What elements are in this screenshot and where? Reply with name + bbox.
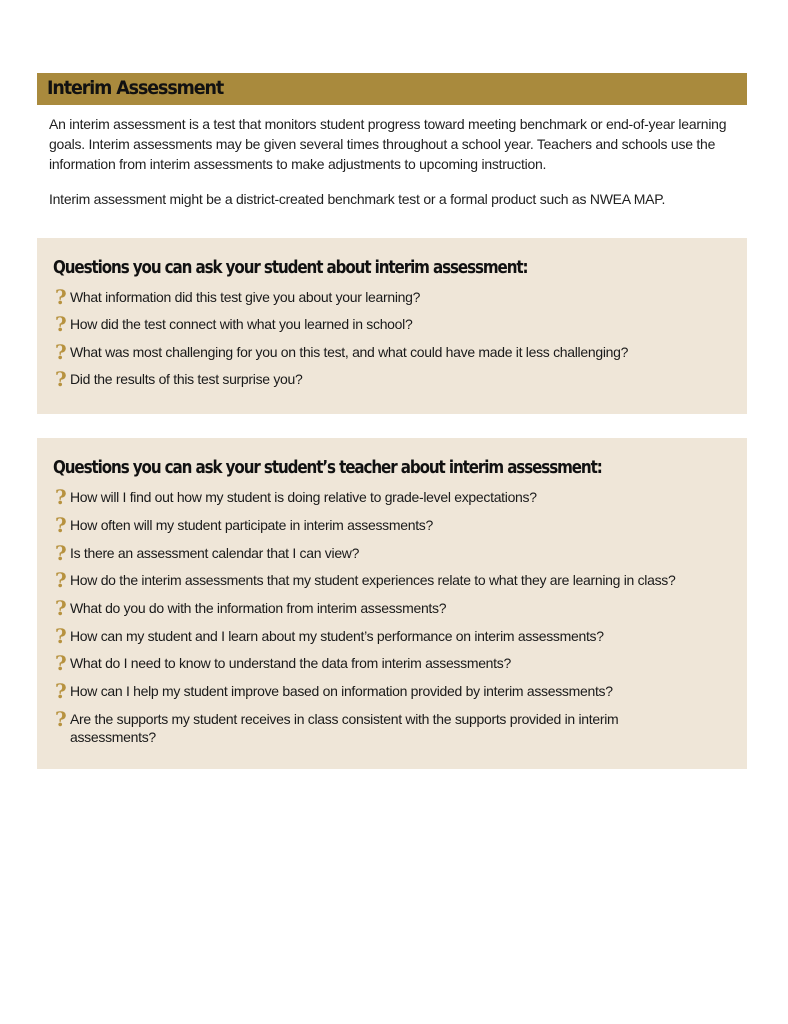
list-item: ? Did the results of this test surprise you? <box>55 367 303 391</box>
list-item: ? How will I find out how my student is doing relative to grade-level expectations? <box>55 485 537 509</box>
intro-paragraph: An interim assessment is a test that monitors student progress toward meeting benchmark or end-of-year learning goals. Interim assessments may be given several times throughout a school year. Teachers and schools use the information from interim assessments to make adjustments to upcoming instruction. <box>49 116 727 172</box>
question-mark-icon: ? <box>55 651 67 675</box>
question-mark-icon: ? <box>55 367 67 391</box>
page-title: Interim Assessment <box>47 77 224 99</box>
intro-paragraph: Interim assessment might be a district-created benchmark test or a formal product such as NWEA MAP. <box>49 191 666 207</box>
question-mark-icon: ? <box>55 541 67 565</box>
teacher-questions-title: Questions you can ask your student’s teacher about interim assessment: <box>53 457 602 478</box>
section-header-bar <box>37 73 747 105</box>
list-item: ? How did the test connect with what you learned in school? <box>55 312 413 336</box>
list-item: ? What do I need to know to understand the data from interim assessments? <box>55 651 511 675</box>
list-item: ? How often will my student participate in interim assessments? <box>55 513 433 537</box>
question-mark-icon: ? <box>55 707 67 731</box>
question-mark-icon: ? <box>55 340 67 364</box>
list-item: ? What do you do with the information from interim assessments? <box>55 596 447 620</box>
question-mark-icon: ? <box>55 513 67 537</box>
question-mark-icon: ? <box>55 485 67 509</box>
question-mark-icon: ? <box>55 596 67 620</box>
question-mark-icon: ? <box>55 285 67 309</box>
list-item: ? What was most challenging for you on this test, and what could have made it less challenging? <box>55 340 629 364</box>
list-item: ? Are the supports my student receives in class consistent with the supports provided in interim assessments? <box>55 707 619 745</box>
list-item: ? Is there an assessment calendar that I can view? <box>55 541 360 565</box>
list-item: ? How can I help my student improve based on information provided by interim assessments? <box>55 679 613 703</box>
question-mark-icon: ? <box>55 312 67 336</box>
intro-text <box>49 114 739 224</box>
teacher-questions-box <box>37 438 747 769</box>
list-item: ? How can my student and I learn about my student’s performance on interim assessments? <box>55 624 604 648</box>
list-item: ? How do the interim assessments that my student experiences relate to what they are learning in class? <box>55 568 676 592</box>
student-questions-title: Questions you can ask your student about interim assessment: <box>53 257 528 278</box>
question-mark-icon: ? <box>55 624 67 648</box>
student-questions-box <box>37 238 747 414</box>
question-mark-icon: ? <box>55 679 67 703</box>
question-mark-icon: ? <box>55 568 67 592</box>
list-item: ? What information did this test give you about your learning? <box>55 285 421 309</box>
